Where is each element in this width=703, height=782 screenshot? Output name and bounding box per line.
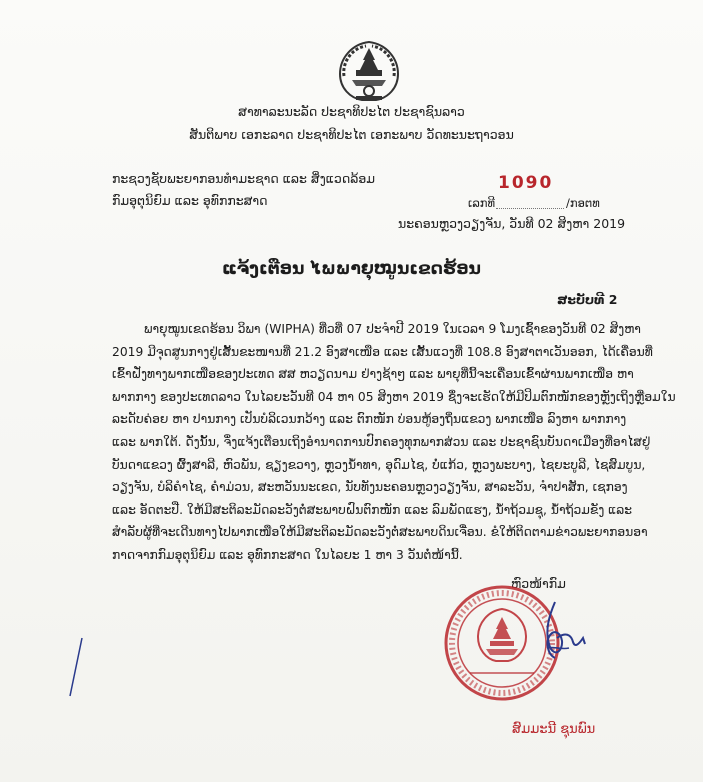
body-line: ພາຍຸໝູນເຂດຮ້ອນ ວິພາ (WIPHA) ທີ່ວທີ່ 07 ປະຈໍາປີ 2019 ໃນເວລາ 9 ໂມງເຊົ້າຂອງວັນທີ 02 ສິງຫາ (144, 322, 641, 336)
number-suffix: /ກອຕທ (566, 196, 600, 210)
body-line: ບັນດາແຂວງ ຜົ້ງສາລີ, ຫົວພັນ, ຊຽງຂວາງ, ຫຼວງນ້ຳທາ, ອຸດົມໄຊ, ບໍ່ແກ້ວ, ຫຼວງພະບາງ, ໄຊຍະບູລີ, ໄຊສົມບູນ, (112, 457, 646, 472)
department-name: ກົມອຸຕຸນິຍົມ ແລະ ອຸທົກກະສາດ (112, 193, 268, 208)
republic-line: ສາທາລະນະລັດ ປະຊາທິປະໄຕ ປະຊາຊົນລາວ (238, 104, 465, 119)
national-emblem-icon (332, 38, 406, 102)
signatory-role: ຫົວໜ້າກົມ (511, 576, 566, 591)
motto-line: ສັນຕິພາບ ເອກະລາດ ປະຊາທິປະໄຕ ເອກະພາບ ວັດທະນະຖາວອນ (189, 127, 514, 142)
body-line: ວຽງຈັນ, ບໍລິຄໍາໄຊ, ຄໍາມ່ວນ, ສະຫວັນນະເຂດ, ນັບທັງນະຄອນຫຼວງວຽງຈັນ, ສາລະວັນ, ຈໍາປາສັກ, ເຊກອງ (112, 480, 628, 495)
document-number: 1090 (498, 173, 554, 193)
date-line: ນະຄອນຫຼວງວຽງຈັນ, ວັນທີ 02 ສິງຫາ 2019 (398, 216, 626, 231)
body-text (112, 318, 676, 567)
number-label: ເລກທີ (468, 196, 496, 210)
body-line: ເຂົ້າຝັ່ງທາງພາກເໜືອຂອງປະເທດ ສສ ຫວຽດນາມ ຢ່າງຊ້າໆ ແລະ ພາຍຸທີ່ນີ້ຈະເຄື່ອນເຂົ້າຜ່ານພາກເໜືອ ຫາ (112, 367, 634, 382)
body-line: ລະດັບຄ່ອຍ ຫາ ປານກາງ ເປັນບໍລິເວນກວ້າງ ແລະ ຕົກໜັກ ບ່ອນຫູ້ອງຖິ່ນແຂວງ ພາກເໜືອ ລົງຫາ ພາກກາງ (112, 412, 627, 427)
body-line: ແລະ ອັດຕະປື. ໃຫ້ມີສະຕິລະມັດລະວັງຕໍ່ສະພາບຝົນຕົກໜັກ ແລະ ລົມພັດແຮງ, ນ້ຳຖ້ວມຊຸ, ນ້ຳຖ້ວມຂັງ ແລະ (112, 502, 633, 517)
bulletin-number: ສະບັບທີ 2 (557, 292, 618, 307)
signer-name: ສົມມະນີ ຊຸນພົນ (512, 722, 596, 737)
body-line: ກາດຈາກກົມອຸຕຸນິຍົມ ແລະ ອຸທົກກະສາດ ໃນໄລຍະ 1 ຫາ 3 ວັນຕໍ່ໜ້ານີ້. (112, 547, 463, 562)
body-line: ແລະ ພາກໃຕ້. ດັ່ງນັ້ນ, ຈຶ່ງແຈ້ງເຕືອນເຖິງອໍານາດການປົກຄອງທຸກພາກສ່ວນ ແລະ ປະຊາຊົນບັນດາເມືອງທີ່ອາໄສຢູ່ (112, 434, 651, 449)
handwritten-signature-icon (527, 598, 589, 668)
number-dotted-line (496, 208, 564, 209)
body-line: ພາກກາງ ຂອງປະເທດລາວ ໃນໄລຍະວັນທີ 04 ຫາ 05 ສິງຫາ 2019 ຊຶ່ງຈະເຮັດໃຫ້ມີປິມຕົກໜັກຂອງຫຼັງເຖິງຫຼີ່ອມໃນ (112, 389, 676, 404)
ministry-name: ກະຊວງຊັບພະຍາກອນທຳມະຊາດ ແລະ ສິ່ງແວດລ້ອມ (112, 171, 376, 186)
body-line: 2019 ມີຈຸດສູນກາງຢູ່ເສັ້ນຂະໜານທີ່ 21.2 ອົງສາເໜືອ ແລະ ເສັ້ນແວງທີ່ 108.8 ອົງສາຕາເວັນອອກ, ໄດ້ເຄື່ອນທີ່ (112, 344, 653, 359)
stray-pen-mark-icon (66, 636, 86, 698)
document-title: ແຈ້ງເຕືອນ ໄພພາຍຸໝູນເຂດຮ້ອນ (222, 259, 481, 279)
body-line: ສໍາລັບຜູ້ທີ່ຈະເດີນທາງໄປພາກເໜືອໃຫ້ມີສະຕິລະມັດລະວັງຕໍ່ສະພາບດິນເຈື່ອນ. ຂໍໃຫ້ຕິດຕາມຂ່າວພະຍາກອນອາ (112, 525, 648, 540)
